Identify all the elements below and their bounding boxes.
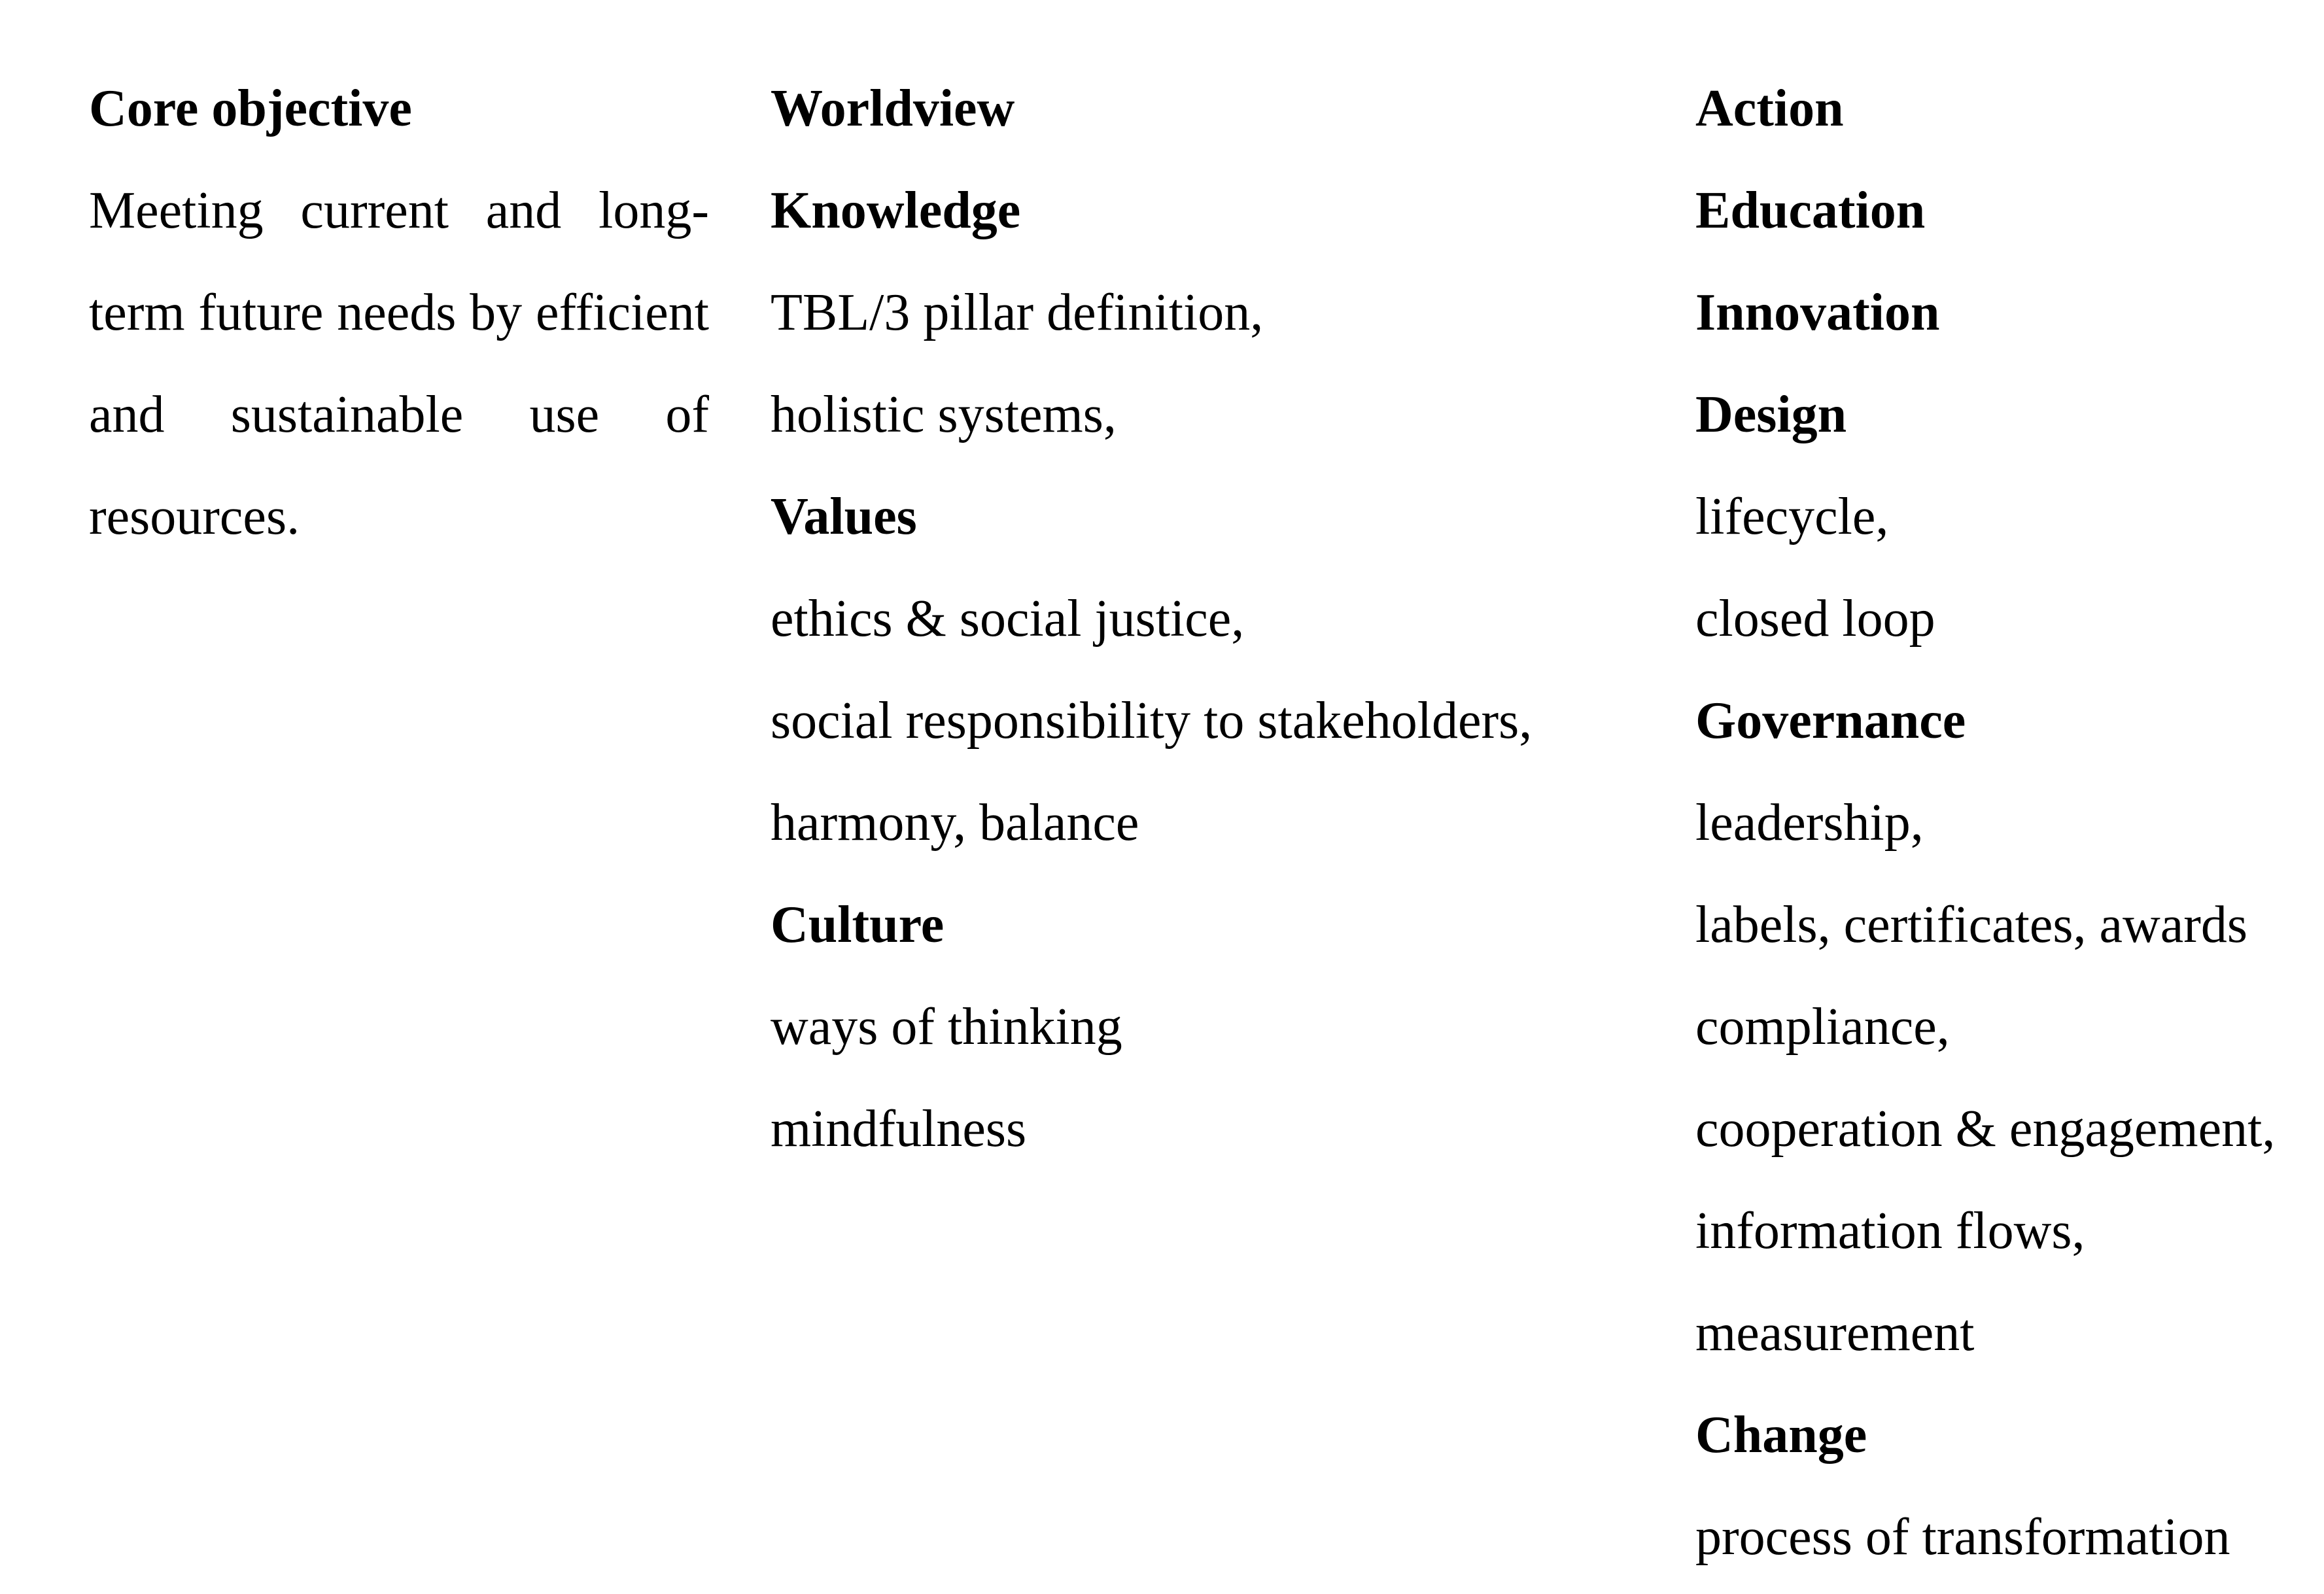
action-item: labels, certificates, awards <box>1695 896 2248 954</box>
action-item: closed loop <box>1695 590 1935 648</box>
action-item: compliance, <box>1695 998 1950 1056</box>
worldview-item: holistic systems, <box>771 386 1117 443</box>
worldview-subheading: Culture <box>771 896 945 954</box>
action-item: information flows, <box>1695 1202 2085 1260</box>
action-column <box>1695 58 2323 1588</box>
action-subheading: Innovation <box>1695 284 1940 341</box>
worldview-subheading: Knowledge <box>771 182 1021 239</box>
worldview-column <box>771 58 1621 1180</box>
worldview-subheading: Values <box>771 488 917 546</box>
action-heading: Action <box>1695 80 1844 137</box>
action-subheading: Change <box>1695 1406 1867 1464</box>
worldview-item: mindfulness <box>771 1100 1027 1158</box>
action-subheading: Design <box>1695 386 1847 443</box>
worldview-item: social responsibility to stakeholders, <box>771 692 1533 750</box>
worldview-item: TBL/3 pillar definition, <box>771 284 1264 341</box>
action-item: lifecycle, <box>1695 488 1889 546</box>
action-item: measurement <box>1695 1304 1975 1362</box>
action-subheading: Governance <box>1695 692 1966 750</box>
action-item: cooperation & engagement, <box>1695 1100 2276 1158</box>
core-objective-heading: Core objective <box>89 80 412 137</box>
action-item: process of transformation <box>1695 1508 2230 1566</box>
worldview-item: ethics & social justice, <box>771 590 1245 648</box>
action-item: leadership, <box>1695 794 1924 852</box>
worldview-item: harmony, balance <box>771 794 1139 852</box>
core-objective-text: Meeting current and long-term future needs by efficient and sustainable use of resources. <box>89 182 709 546</box>
worldview-item: ways of thinking <box>771 998 1122 1056</box>
core-objective-column <box>89 58 709 568</box>
worldview-heading: Worldview <box>771 80 1015 137</box>
action-subheading: Education <box>1695 182 1926 239</box>
